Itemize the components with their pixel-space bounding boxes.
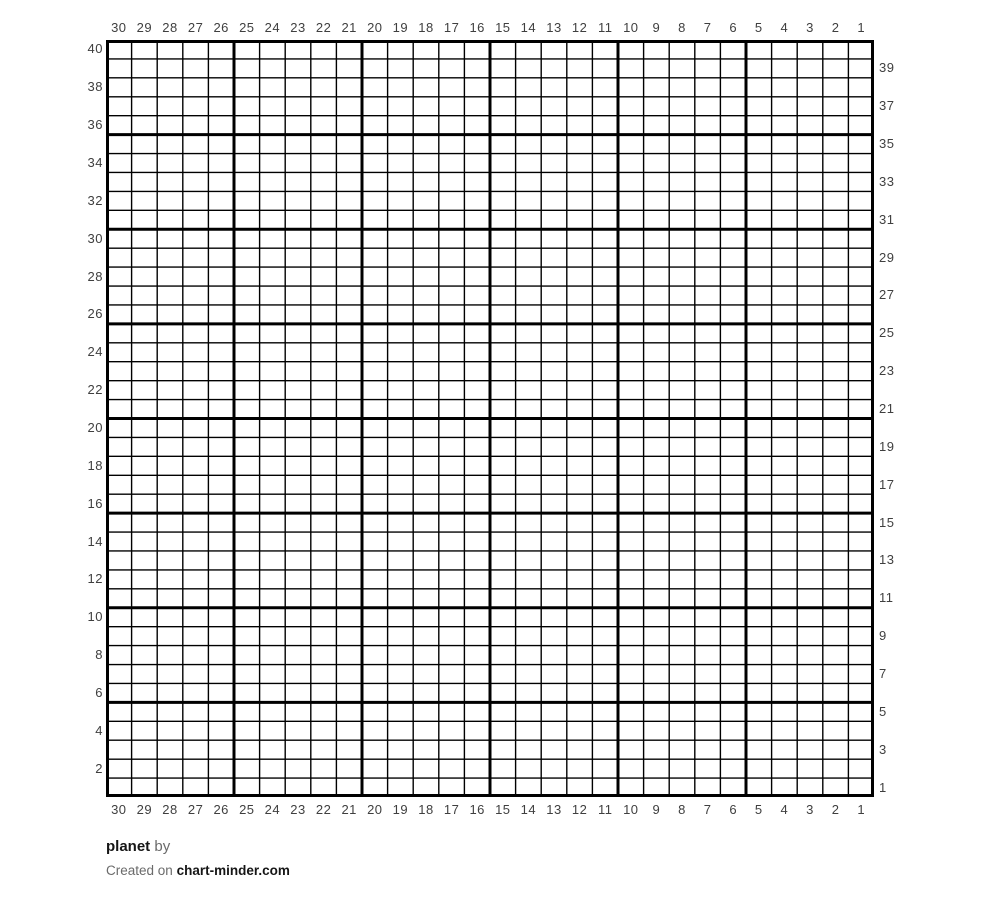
chart-byline: by — [154, 838, 171, 855]
column-number: 17 — [443, 802, 460, 817]
row-number: 25 — [879, 325, 895, 341]
row-number: 17 — [879, 476, 895, 492]
column-number: 26 — [213, 20, 229, 35]
column-number: 21 — [341, 20, 357, 35]
row-number: 6 — [95, 684, 103, 700]
chart-grid — [106, 40, 874, 797]
row-number: 13 — [879, 552, 895, 568]
column-number: 7 — [703, 802, 712, 817]
row-number: 18 — [87, 457, 103, 473]
column-number: 16 — [469, 802, 485, 817]
column-number: 21 — [341, 802, 357, 817]
column-number: 11 — [597, 802, 613, 817]
column-number: 12 — [571, 802, 588, 817]
column-number: 27 — [187, 20, 204, 35]
column-number: 20 — [367, 802, 383, 817]
column-number: 18 — [418, 20, 434, 35]
column-number: 25 — [239, 20, 255, 35]
chart-grid-svg — [106, 40, 874, 797]
row-number: 10 — [87, 609, 103, 625]
row-number: 36 — [87, 117, 103, 133]
column-number: 22 — [315, 20, 332, 35]
chart-title-line — [106, 838, 170, 855]
row-number: 8 — [95, 647, 103, 663]
column-number: 3 — [806, 802, 814, 817]
row-number: 27 — [879, 287, 895, 303]
row-number: 33 — [879, 173, 895, 189]
column-number: 14 — [520, 802, 537, 817]
row-number: 20 — [87, 419, 103, 435]
row-number: 26 — [87, 306, 103, 322]
row-number: 39 — [879, 60, 895, 76]
column-number: 6 — [729, 20, 738, 35]
column-number: 19 — [392, 802, 409, 817]
column-number: 1 — [857, 20, 866, 35]
column-number: 10 — [623, 802, 639, 817]
column-number: 6 — [729, 802, 738, 817]
column-number: 28 — [162, 20, 178, 35]
column-number: 5 — [754, 802, 763, 817]
column-number: 30 — [111, 20, 127, 35]
column-number: 15 — [495, 20, 511, 35]
column-number: 8 — [678, 802, 686, 817]
column-number: 14 — [520, 20, 537, 35]
column-number: 23 — [290, 20, 306, 35]
column-number: 7 — [703, 20, 712, 35]
row-number: 2 — [95, 760, 103, 776]
column-number: 4 — [780, 20, 789, 35]
created-on-line — [106, 863, 290, 878]
chart-minder-link[interactable]: chart-minder.com — [176, 863, 290, 878]
row-number: 12 — [87, 571, 103, 587]
column-number: 25 — [239, 802, 255, 817]
row-number: 11 — [879, 590, 894, 606]
row-number: 19 — [879, 438, 895, 454]
column-number: 18 — [418, 802, 434, 817]
row-number: 29 — [879, 249, 895, 265]
row-number: 3 — [879, 741, 887, 757]
column-number: 8 — [678, 20, 686, 35]
row-number: 40 — [87, 41, 103, 57]
chart-title: planet — [106, 838, 151, 855]
row-number: 22 — [87, 382, 103, 398]
column-number: 24 — [264, 20, 281, 35]
column-number: 15 — [495, 802, 511, 817]
column-number: 3 — [806, 20, 814, 35]
column-number: 11 — [597, 20, 613, 35]
column-number: 9 — [652, 20, 661, 35]
column-number: 20 — [367, 20, 383, 35]
row-number: 4 — [95, 722, 103, 738]
column-number: 4 — [780, 802, 789, 817]
column-number: 5 — [754, 20, 763, 35]
column-number: 17 — [443, 20, 460, 35]
row-number: 38 — [87, 79, 103, 95]
created-on-label: Created on — [106, 863, 173, 878]
column-number: 23 — [290, 802, 306, 817]
row-number: 5 — [879, 703, 887, 719]
row-number: 34 — [87, 155, 103, 170]
column-number: 13 — [546, 20, 562, 35]
row-number: 31 — [879, 211, 895, 227]
column-number: 29 — [136, 802, 153, 817]
column-number: 29 — [136, 20, 153, 35]
row-number: 16 — [87, 495, 103, 511]
column-number: 13 — [546, 802, 562, 817]
row-number: 14 — [87, 533, 103, 549]
row-number: 23 — [879, 363, 895, 379]
column-number: 2 — [831, 20, 840, 35]
column-number: 2 — [831, 802, 840, 817]
column-number: 26 — [213, 802, 229, 817]
column-number: 16 — [469, 20, 485, 35]
row-number: 37 — [879, 98, 895, 114]
column-number: 10 — [623, 20, 639, 35]
column-number: 19 — [392, 20, 409, 35]
column-number: 12 — [571, 20, 588, 35]
row-number: 9 — [879, 628, 887, 644]
row-number: 15 — [879, 514, 895, 530]
row-number: 32 — [87, 192, 103, 208]
row-number: 35 — [879, 136, 895, 152]
column-number: 28 — [162, 802, 178, 817]
column-number: 24 — [264, 802, 281, 817]
column-number: 9 — [652, 802, 661, 817]
row-number: 7 — [879, 665, 887, 681]
row-number: 1 — [879, 779, 887, 795]
column-number: 22 — [315, 802, 332, 817]
row-number: 30 — [87, 230, 103, 246]
row-number: 21 — [879, 401, 895, 417]
row-number: 28 — [87, 268, 103, 284]
column-number: 1 — [857, 802, 866, 817]
column-number: 30 — [111, 802, 127, 817]
column-number: 27 — [187, 802, 204, 817]
row-number: 24 — [87, 344, 103, 360]
